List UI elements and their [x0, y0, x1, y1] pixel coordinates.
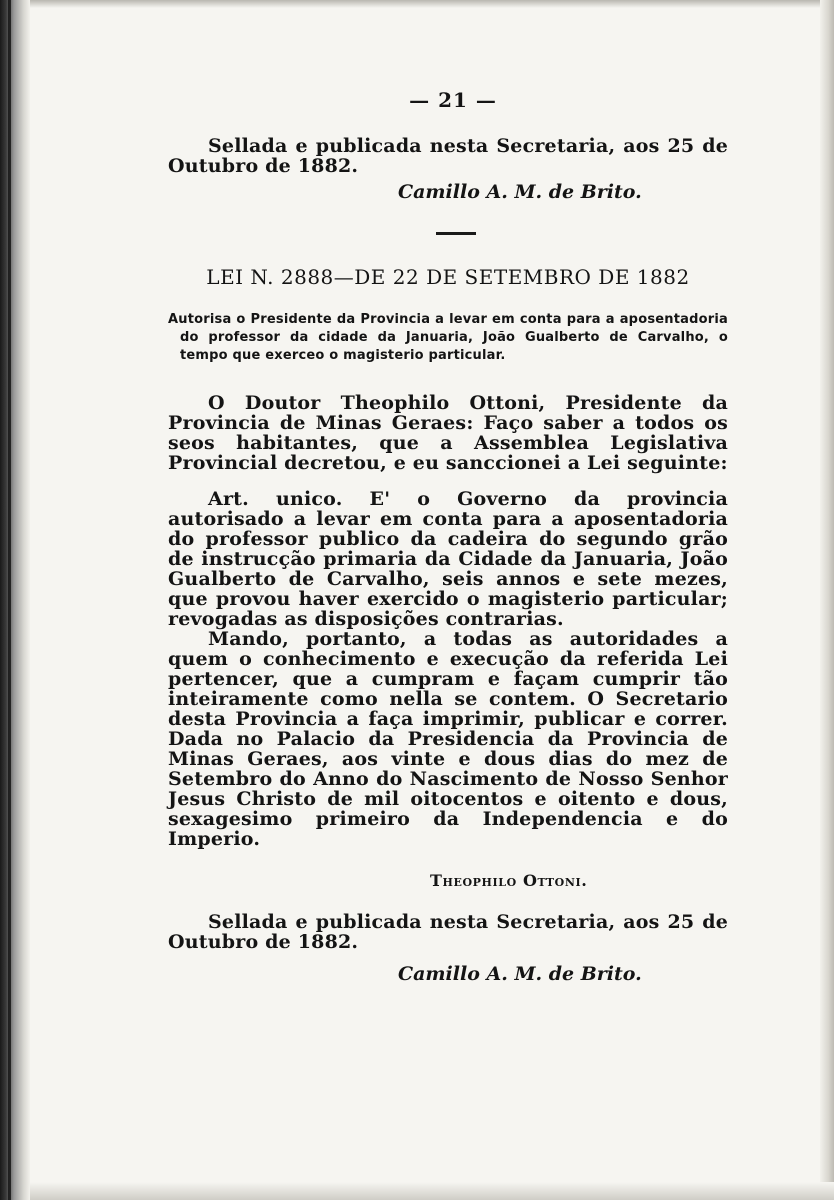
page-bottom-edge	[30, 1182, 834, 1200]
law-summary: Autorisa o Presidente da Provincia a levar em conta para a aposentadoria do professor da cidade da Januaria, João Gualberto de Carvalho, o tempo que exerceo o magisterio particular.	[168, 312, 728, 363]
publication-notice-2: Sellada e publicada nesta Secretaria, aos 25 de Outubro de 1882.	[168, 911, 728, 953]
section-divider	[436, 232, 476, 235]
page-content	[168, 88, 728, 984]
governor-signature: Theophilo Ottoni.	[430, 871, 588, 890]
book-binding-shadow	[0, 0, 30, 1200]
law-title: LEI N. 2888—DE 22 DE SETEMBRO DE 1882	[206, 265, 690, 289]
page-number: — 21 —	[409, 88, 497, 112]
signature-1: Camillo A. M. de Brito.	[398, 181, 642, 203]
page-top-edge	[30, 0, 834, 8]
law-preamble: O Doutor Theophilo Ottoni, Presidente da Provincia de Minas Geraes: Faço saber a todos os seos habitantes, que a Assemblea Legislativa Provincial decretou, e eu sanccionei a Lei seguinte:	[168, 392, 728, 474]
signature-2: Camillo A. M. de Brito.	[398, 963, 642, 985]
law-article: Art. unico. E' o Governo da provincia autorisado a levar em conta para a aposentadoria do professor publico da cadeira do segundo grão de instrucção primaria da Cidade da Januaria, João Gualberto de Carvalho, seis annos e sete mezes, que provou haver exercido o magisterio particular; revogadas as disposições contrarias.	[168, 488, 728, 630]
law-mando-paragraph: Mando, portanto, a todas as autoridades a quem o conhecimento e execução da referida Lei pertencer, que a cumpram e façam cumprir tão inteiramente como nella se contem. O Secretario desta Provincia a faça imprimir, publicar e correr. Dada no Palacio da Presidencia da Provincia de Minas Geraes, aos vinte e dous dias do mez de Setembro do Anno do Nascimento de Nosso Senhor Jesus Christo de mil oitocentos e oitento e dous, sexagesimo primeiro da Independencia e do Imperio.	[168, 628, 728, 850]
page-right-edge	[820, 0, 834, 1200]
binding-edge-line	[8, 0, 11, 1200]
publication-notice-1: Sellada e publicada nesta Secretaria, aos 25 de Outubro de 1882.	[168, 135, 728, 177]
